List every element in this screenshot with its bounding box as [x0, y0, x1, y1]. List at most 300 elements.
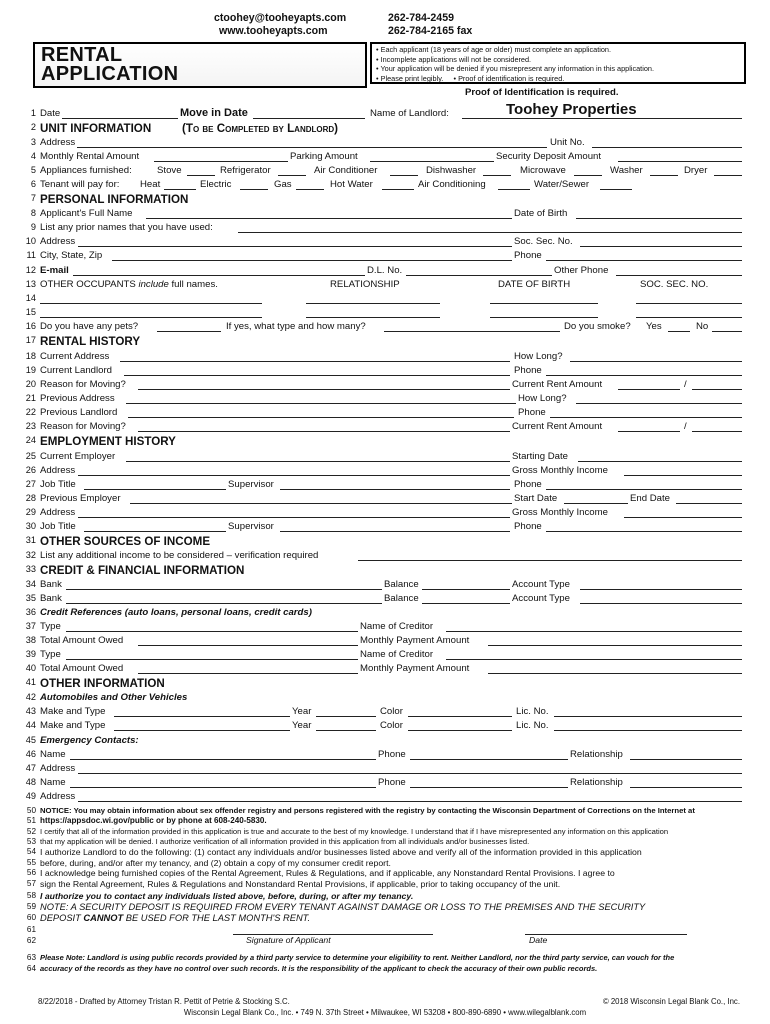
line-number: 18: [25, 351, 36, 361]
unit-address-label: Address: [40, 137, 76, 148]
row-13: [40, 279, 742, 292]
monthly-payment-field[interactable]: [488, 673, 742, 674]
previous-rent-field[interactable]: [618, 431, 680, 432]
microwave-field[interactable]: [574, 175, 602, 176]
additional-income-field[interactable]: [358, 560, 742, 561]
current-landlord-phone-label: Phone: [514, 365, 542, 376]
air-conditioner-label: Air Conditioner: [314, 165, 378, 176]
washer-field[interactable]: [650, 175, 678, 176]
emergency-address-field[interactable]: [78, 773, 742, 774]
website[interactable]: www.tooheyapts.com: [219, 25, 328, 37]
line-number: 12: [25, 265, 36, 275]
line-number: 32: [25, 550, 36, 560]
other-phone-label: Other Phone: [554, 265, 609, 276]
email-field[interactable]: [73, 275, 365, 276]
microwave-label: Microwave: [520, 165, 566, 176]
dishwasher-field[interactable]: [483, 175, 511, 176]
row-49: [40, 791, 742, 804]
landlord-name-value: Toohey Properties: [506, 101, 637, 118]
creditor-name-label: Name of Creditor: [360, 649, 434, 660]
gas-label: Gas: [274, 179, 292, 190]
creditor-name-field[interactable]: [446, 631, 742, 632]
line-number: 11: [26, 250, 36, 260]
line-number: 31: [25, 535, 36, 545]
row-39: [40, 649, 742, 662]
previous-reason-moving-field[interactable]: [138, 431, 510, 432]
move-in-date-label: Move in Date: [180, 107, 248, 119]
total-owed-label: Total Amount Owed: [40, 663, 124, 674]
air-conditioning-field[interactable]: [498, 189, 530, 190]
rent-slash: /: [684, 379, 687, 390]
row-40: [40, 663, 742, 676]
line-number: 28: [25, 493, 36, 503]
prior-names-field[interactable]: [238, 232, 742, 233]
previous-rent-label: Current Rent Amount: [512, 421, 603, 432]
row-18: [40, 351, 742, 364]
balance-field[interactable]: [422, 589, 510, 590]
row-24: [40, 435, 742, 448]
previous-employer-phone-field[interactable]: [546, 531, 742, 532]
employer-phone-field[interactable]: [546, 489, 742, 490]
lic-no-field[interactable]: [554, 716, 742, 717]
line-number: 10: [25, 236, 36, 246]
emergency-phone-label: Phone: [378, 749, 406, 760]
reason-moving-label: Reason for Moving?: [40, 379, 126, 390]
dryer-label: Dryer: [684, 165, 708, 176]
line-number: 38: [25, 635, 36, 645]
line-number: 29: [25, 507, 36, 517]
vehicles-heading: Automobiles and Other Vehicles: [40, 692, 188, 703]
occupant-name-field[interactable]: [40, 317, 262, 318]
row-19: [40, 365, 742, 378]
row-27: [40, 479, 742, 492]
dob-field[interactable]: [576, 218, 742, 219]
emergency-relationship-label: Relationship: [570, 777, 623, 788]
emergency-name-field[interactable]: [70, 759, 376, 760]
current-rent-field[interactable]: [618, 389, 680, 390]
phone-field[interactable]: [546, 260, 742, 261]
address-field[interactable]: [78, 246, 512, 247]
move-in-date-field[interactable]: [253, 118, 365, 119]
row-36: [40, 607, 742, 620]
date-field[interactable]: [62, 118, 178, 119]
bank-label: Bank: [40, 579, 62, 590]
occupant-ssn-field[interactable]: [636, 303, 742, 304]
full-name-field[interactable]: [146, 218, 512, 219]
row-30: [40, 521, 742, 534]
emergency-name-label: Name: [40, 777, 66, 788]
line-number: 21: [25, 393, 36, 403]
line-number: 13: [25, 279, 36, 289]
line-number: 8: [30, 208, 36, 218]
email[interactable]: ctoohey@tooheyapts.com: [214, 12, 347, 24]
employer-phone-label: Phone: [514, 479, 542, 490]
other-occupants-label: OTHER OCCUPANTS include full names.: [40, 279, 218, 290]
unit-information-heading: UNIT INFORMATION: [40, 122, 152, 135]
air-conditioner-field[interactable]: [390, 175, 418, 176]
full-name-label: Applicant's Full Name: [40, 208, 133, 219]
row-42: [40, 692, 742, 705]
emergency-name-label: Name: [40, 749, 66, 760]
line-number: 4: [30, 151, 36, 161]
current-landlord-field[interactable]: [124, 375, 510, 376]
emergency-phone-field[interactable]: [410, 759, 568, 760]
line-number: 54: [26, 847, 36, 856]
previous-how-long-field[interactable]: [576, 403, 742, 404]
color-label: Color: [380, 720, 403, 731]
electric-field[interactable]: [240, 189, 268, 190]
emergency-address-field[interactable]: [78, 801, 742, 802]
row-43: [40, 706, 742, 719]
ssn-field[interactable]: [580, 246, 742, 247]
current-address-field[interactable]: [120, 361, 510, 362]
monthly-payment-field[interactable]: [488, 645, 742, 646]
line-number: 40: [25, 663, 36, 673]
occupant-dob-field[interactable]: [490, 317, 598, 318]
occupant-name-field[interactable]: [40, 303, 262, 304]
signature-date-field[interactable]: [525, 934, 687, 935]
occupant-dob-field[interactable]: [490, 303, 598, 304]
line-number: 53: [26, 837, 36, 846]
row-48: [40, 777, 742, 790]
line-number: 48: [25, 777, 36, 787]
make-type-field[interactable]: [114, 730, 290, 731]
total-owed-label: Total Amount Owed: [40, 635, 124, 646]
total-owed-field[interactable]: [138, 673, 358, 674]
start-date-field[interactable]: [564, 503, 628, 504]
previous-landlord-phone-field[interactable]: [550, 417, 742, 418]
emergency-phone-field[interactable]: [410, 787, 568, 788]
line-number: 15: [25, 307, 36, 317]
smoke-yes-label: Yes: [646, 321, 662, 332]
smoke-no-label: No: [696, 321, 709, 332]
monthly-payment-label: Monthly Payment Amount: [360, 663, 470, 674]
note-4: • Please print legibly.: [376, 74, 443, 83]
line-number: 46: [25, 749, 36, 759]
appliances-label: Appliances furnished:: [40, 165, 132, 176]
line-number: 3: [30, 137, 36, 147]
account-type-field[interactable]: [580, 589, 742, 590]
line-number: 22: [25, 407, 36, 417]
air-conditioning-label: Air Conditioning: [418, 179, 486, 190]
smoke-yes-field[interactable]: [668, 331, 690, 332]
relationship-header: RELATIONSHIP: [330, 279, 400, 290]
occupant-relationship-field[interactable]: [306, 317, 440, 318]
year-field[interactable]: [316, 716, 376, 717]
previous-rent-period-field[interactable]: [692, 431, 742, 432]
row-22: [40, 407, 742, 420]
row-5: [40, 165, 742, 178]
dl-no-field[interactable]: [406, 275, 552, 276]
stove-field[interactable]: [187, 175, 215, 176]
current-address-label: Current Address: [40, 351, 110, 362]
color-field[interactable]: [408, 716, 512, 717]
occupant-dob-header: DATE OF BIRTH: [498, 279, 571, 290]
gross-income-label: Gross Monthly Income: [512, 465, 608, 476]
current-landlord-phone-field[interactable]: [546, 375, 742, 376]
creditor-name-field[interactable]: [446, 659, 742, 660]
starting-date-label: Starting Date: [512, 451, 568, 462]
line-number: 19: [25, 365, 36, 375]
color-field[interactable]: [408, 730, 512, 731]
employer-address-label: Address: [40, 465, 76, 476]
previous-gross-income-label: Gross Monthly Income: [512, 507, 608, 518]
parking-amount-field[interactable]: [370, 161, 494, 162]
refrigerator-field[interactable]: [278, 175, 306, 176]
unit-information-note: (To be Completed by Landlord): [182, 122, 339, 135]
line-number: 49: [25, 791, 36, 801]
row-17: [40, 335, 742, 348]
row-45: [40, 735, 742, 748]
bank-field[interactable]: [66, 589, 382, 590]
occupant-relationship-field[interactable]: [306, 303, 440, 304]
phone: 262-784-2459: [388, 12, 454, 24]
note-5: • Proof of identification is required.: [453, 74, 564, 83]
pets-label: Do you have any pets?: [40, 321, 139, 332]
row-7: [40, 193, 742, 206]
line-number: 42: [25, 692, 36, 702]
credit-type-field[interactable]: [66, 631, 358, 632]
stove-label: Stove: [157, 165, 182, 176]
row-37: [40, 621, 742, 634]
emergency-address-label: Address: [40, 763, 76, 774]
row-11: [40, 250, 742, 263]
emergency-relationship-field[interactable]: [630, 759, 742, 760]
other-information-heading: OTHER INFORMATION: [40, 677, 165, 690]
end-date-label: End Date: [630, 493, 671, 504]
emergency-relationship-field[interactable]: [630, 787, 742, 788]
line-number: 47: [25, 763, 36, 773]
sex-offender-notice-link[interactable]: https://appsdoc.wi.gov/public or by phone at 608-240-5830.: [40, 816, 267, 825]
line-number: 55: [26, 858, 36, 867]
publisher-address: Wisconsin Legal Blank Co., Inc. • 749 N. 37th Street • Milwaukee, WI 53208 • 800-890-6890 • www.wilegalblank.com: [183, 1008, 587, 1017]
drafted-by: 8/22/2018 - Drafted by Attorney Tristan R. Pettit of Petrie & Stocking S.C.: [38, 997, 290, 1006]
previous-supervisor-label: Supervisor: [228, 521, 274, 532]
emergency-phone-label: Phone: [378, 777, 406, 788]
dishwasher-label: Dishwasher: [426, 165, 477, 176]
line-number: 26: [25, 465, 36, 475]
proof-required: Proof of Identification is required.: [465, 87, 619, 98]
row-4: [40, 151, 742, 164]
line-number: 37: [25, 621, 36, 631]
previous-employer-field[interactable]: [130, 503, 512, 504]
occupant-ssn-header: SOC. SEC. NO.: [640, 279, 709, 290]
title-line1: RENTAL: [41, 44, 123, 66]
title-line2: APPLICATION: [41, 63, 179, 85]
line-number: 17: [25, 335, 36, 345]
creditor-name-label: Name of Creditor: [360, 621, 434, 632]
unit-address-field[interactable]: [77, 147, 547, 148]
previous-landlord-phone-label: Phone: [518, 407, 546, 418]
previous-supervisor-field[interactable]: [280, 531, 510, 532]
row-12: [40, 265, 742, 278]
emergency-relationship-label: Relationship: [570, 749, 623, 760]
previous-employer-phone-label: Phone: [514, 521, 542, 532]
emergency-name-field[interactable]: [70, 787, 376, 788]
row-34: [40, 579, 742, 592]
pet-type-field[interactable]: [384, 331, 560, 332]
smoke-no-field[interactable]: [712, 331, 742, 332]
heat-label: Heat: [140, 179, 161, 190]
certify-line-2: that my application will be denied. I authorize verification of all information provided in this application from all individuals and/or businesses listed.: [40, 837, 530, 846]
copyright: © 2018 Wisconsin Legal Blank Co., Inc.: [602, 997, 740, 1006]
previous-address-label: Previous Address: [40, 393, 115, 404]
unit-no-field[interactable]: [592, 147, 742, 148]
year-label: Year: [292, 720, 312, 731]
credit-type-field[interactable]: [66, 659, 358, 660]
row-6: [40, 179, 742, 192]
dryer-field[interactable]: [714, 175, 742, 176]
line-number: 7: [30, 193, 36, 203]
row-20: [40, 379, 742, 392]
other-phone-field[interactable]: [616, 275, 742, 276]
address-label: Address: [40, 236, 76, 247]
security-deposit-field[interactable]: [618, 161, 742, 162]
row-41: [40, 677, 742, 690]
previous-gross-income-field[interactable]: [624, 517, 742, 518]
water-sewer-label: Water/Sewer: [534, 179, 590, 190]
dob-label: Date of Birth: [514, 208, 568, 219]
previous-rent-slash: /: [684, 421, 687, 432]
fax: 262-784-2165 fax: [388, 25, 473, 37]
line-number: 41: [25, 677, 36, 687]
supervisor-field[interactable]: [280, 489, 510, 490]
heat-field[interactable]: [164, 189, 196, 190]
reason-moving-field[interactable]: [138, 389, 510, 390]
note-1: • Each applicant (18 years of age or older) must complete an application.: [376, 45, 740, 55]
supervisor-label: Supervisor: [228, 479, 274, 490]
row-8: [40, 208, 742, 221]
current-landlord-label: Current Landlord: [40, 365, 112, 376]
email-label: E-mail: [40, 265, 69, 276]
line-number: 16: [25, 321, 36, 331]
dl-no-label: D.L. No.: [367, 265, 403, 276]
row-33: [40, 564, 742, 577]
row-46: [40, 749, 742, 762]
acknowledge-line-2: sign the Rental Agreement, Rules & Regulations and Nonstandard Rental Provisions, if applicable, prior to taking occupancy of the unit.: [40, 879, 561, 889]
line-number: 39: [25, 649, 36, 659]
current-how-long-field[interactable]: [570, 361, 742, 362]
previous-employer-address-field[interactable]: [78, 517, 510, 518]
credit-references-heading: Credit References (auto loans, personal loans, credit cards): [40, 607, 312, 618]
end-date-field[interactable]: [676, 503, 742, 504]
account-type-field[interactable]: [580, 603, 742, 604]
line-number: 5: [30, 165, 36, 175]
landlord-name-field[interactable]: [462, 118, 742, 119]
hot-water-field[interactable]: [382, 189, 414, 190]
line-number: 58: [26, 891, 36, 900]
line-number: 61: [26, 925, 36, 934]
pets-field[interactable]: [157, 331, 221, 332]
starting-date-field[interactable]: [578, 461, 742, 462]
line-number: 24: [25, 435, 36, 445]
applicant-notes: [370, 42, 746, 84]
rent-period-field[interactable]: [692, 389, 742, 390]
emergency-contacts-heading: Emergency Contacts:: [40, 735, 139, 746]
employer-address-field[interactable]: [78, 475, 510, 476]
previous-how-long-label: How Long?: [518, 393, 567, 404]
previous-landlord-label: Previous Landlord: [40, 407, 118, 418]
row-47: [40, 763, 742, 776]
bank-field[interactable]: [66, 603, 382, 604]
line-number: 64: [26, 964, 36, 973]
row-32: [40, 550, 742, 563]
line-number: 14: [25, 293, 36, 303]
occupant-ssn-field[interactable]: [636, 317, 742, 318]
line-number: 44: [25, 720, 36, 730]
other-income-heading: OTHER SOURCES OF INCOME: [40, 535, 211, 548]
row-31: [40, 535, 742, 548]
line-number: 6: [30, 179, 36, 189]
pet-type-label: If yes, what type and how many?: [226, 321, 366, 332]
water-sewer-field[interactable]: [600, 189, 632, 190]
previous-landlord-field[interactable]: [128, 417, 514, 418]
prior-names-label: List any prior names that you have used:: [40, 222, 213, 233]
credit-type-label: Type: [40, 621, 61, 632]
line-number: 1: [30, 108, 36, 118]
authorize-line-2: before, during, and/or after my tenancy, and (2) obtain a copy of my consumer credit report.: [40, 858, 391, 868]
date-label: Date: [40, 108, 61, 119]
hot-water-label: Hot Water: [330, 179, 373, 190]
please-note-1: Please Note: Landlord is using public records provided by a third party service to determine your eligibility to rent. Neither Landlord, nor the third party service, can vouch for the: [40, 953, 675, 962]
authorize-contact: I authorize you to contact any individuals listed above, before, during, or after my tenancy.: [40, 891, 414, 901]
monthly-rent-label: Monthly Rental Amount: [40, 151, 140, 162]
landlord-name-label: Name of Landlord:: [370, 108, 449, 119]
total-owed-field[interactable]: [138, 645, 358, 646]
credit-financial-heading: CREDIT & FINANCIAL INFORMATION: [40, 564, 245, 577]
lic-no-field[interactable]: [554, 730, 742, 731]
row-16: [40, 321, 742, 334]
line-number: 51: [26, 816, 36, 825]
acknowledge-line-1: I acknowledge being furnished copies of the Rental Agreement, Rules & Regulations, and if applicable, any Nonstandard Rental Provisions. I agree to: [40, 868, 615, 878]
city-state-zip-label: City, State, Zip: [40, 250, 103, 261]
tenant-pays-label: Tenant will pay for:: [40, 179, 120, 190]
gas-field[interactable]: [296, 189, 324, 190]
line-number: 59: [26, 902, 36, 911]
electric-label: Electric: [200, 179, 232, 190]
washer-label: Washer: [610, 165, 643, 176]
deposit-note-2: DEPOSIT CANNOT BE USED FOR THE LAST MONTH'S RENT.: [40, 913, 311, 923]
start-date-label: Start Date: [514, 493, 558, 504]
color-label: Color: [380, 706, 403, 717]
bank-label: Bank: [40, 593, 62, 604]
line-number: 27: [25, 479, 36, 489]
previous-employer-address-label: Address: [40, 507, 76, 518]
line-number: 23: [25, 421, 36, 431]
job-title-label: Job Title: [40, 479, 76, 490]
gross-income-field[interactable]: [624, 475, 742, 476]
current-employer-field[interactable]: [126, 461, 510, 462]
monthly-rent-field[interactable]: [154, 161, 288, 162]
line-number: 30: [25, 521, 36, 531]
rental-history-heading: RENTAL HISTORY: [40, 335, 141, 348]
previous-address-field[interactable]: [126, 403, 516, 404]
credit-type-label: Type: [40, 649, 61, 660]
deposit-note-1: NOTE: A SECURITY DEPOSIT IS REQUIRED FROM EVERY TENANT AGAINST DAMAGE OR LOSS TO THE PREMISES AND THE SECURITY: [40, 902, 646, 912]
row-2: [40, 122, 742, 135]
row-3: [40, 137, 742, 150]
balance-field[interactable]: [422, 603, 510, 604]
year-field[interactable]: [316, 730, 376, 731]
security-deposit-label: Security Deposit Amount: [496, 151, 602, 162]
previous-job-title-field[interactable]: [84, 531, 226, 532]
city-state-zip-field[interactable]: [112, 260, 512, 261]
line-number: 20: [25, 379, 36, 389]
note-3: • Your application will be denied if you misrepresent any information in this application.: [376, 64, 740, 74]
account-type-label: Account Type: [512, 579, 570, 590]
make-type-field[interactable]: [114, 716, 290, 717]
job-title-field[interactable]: [84, 489, 226, 490]
